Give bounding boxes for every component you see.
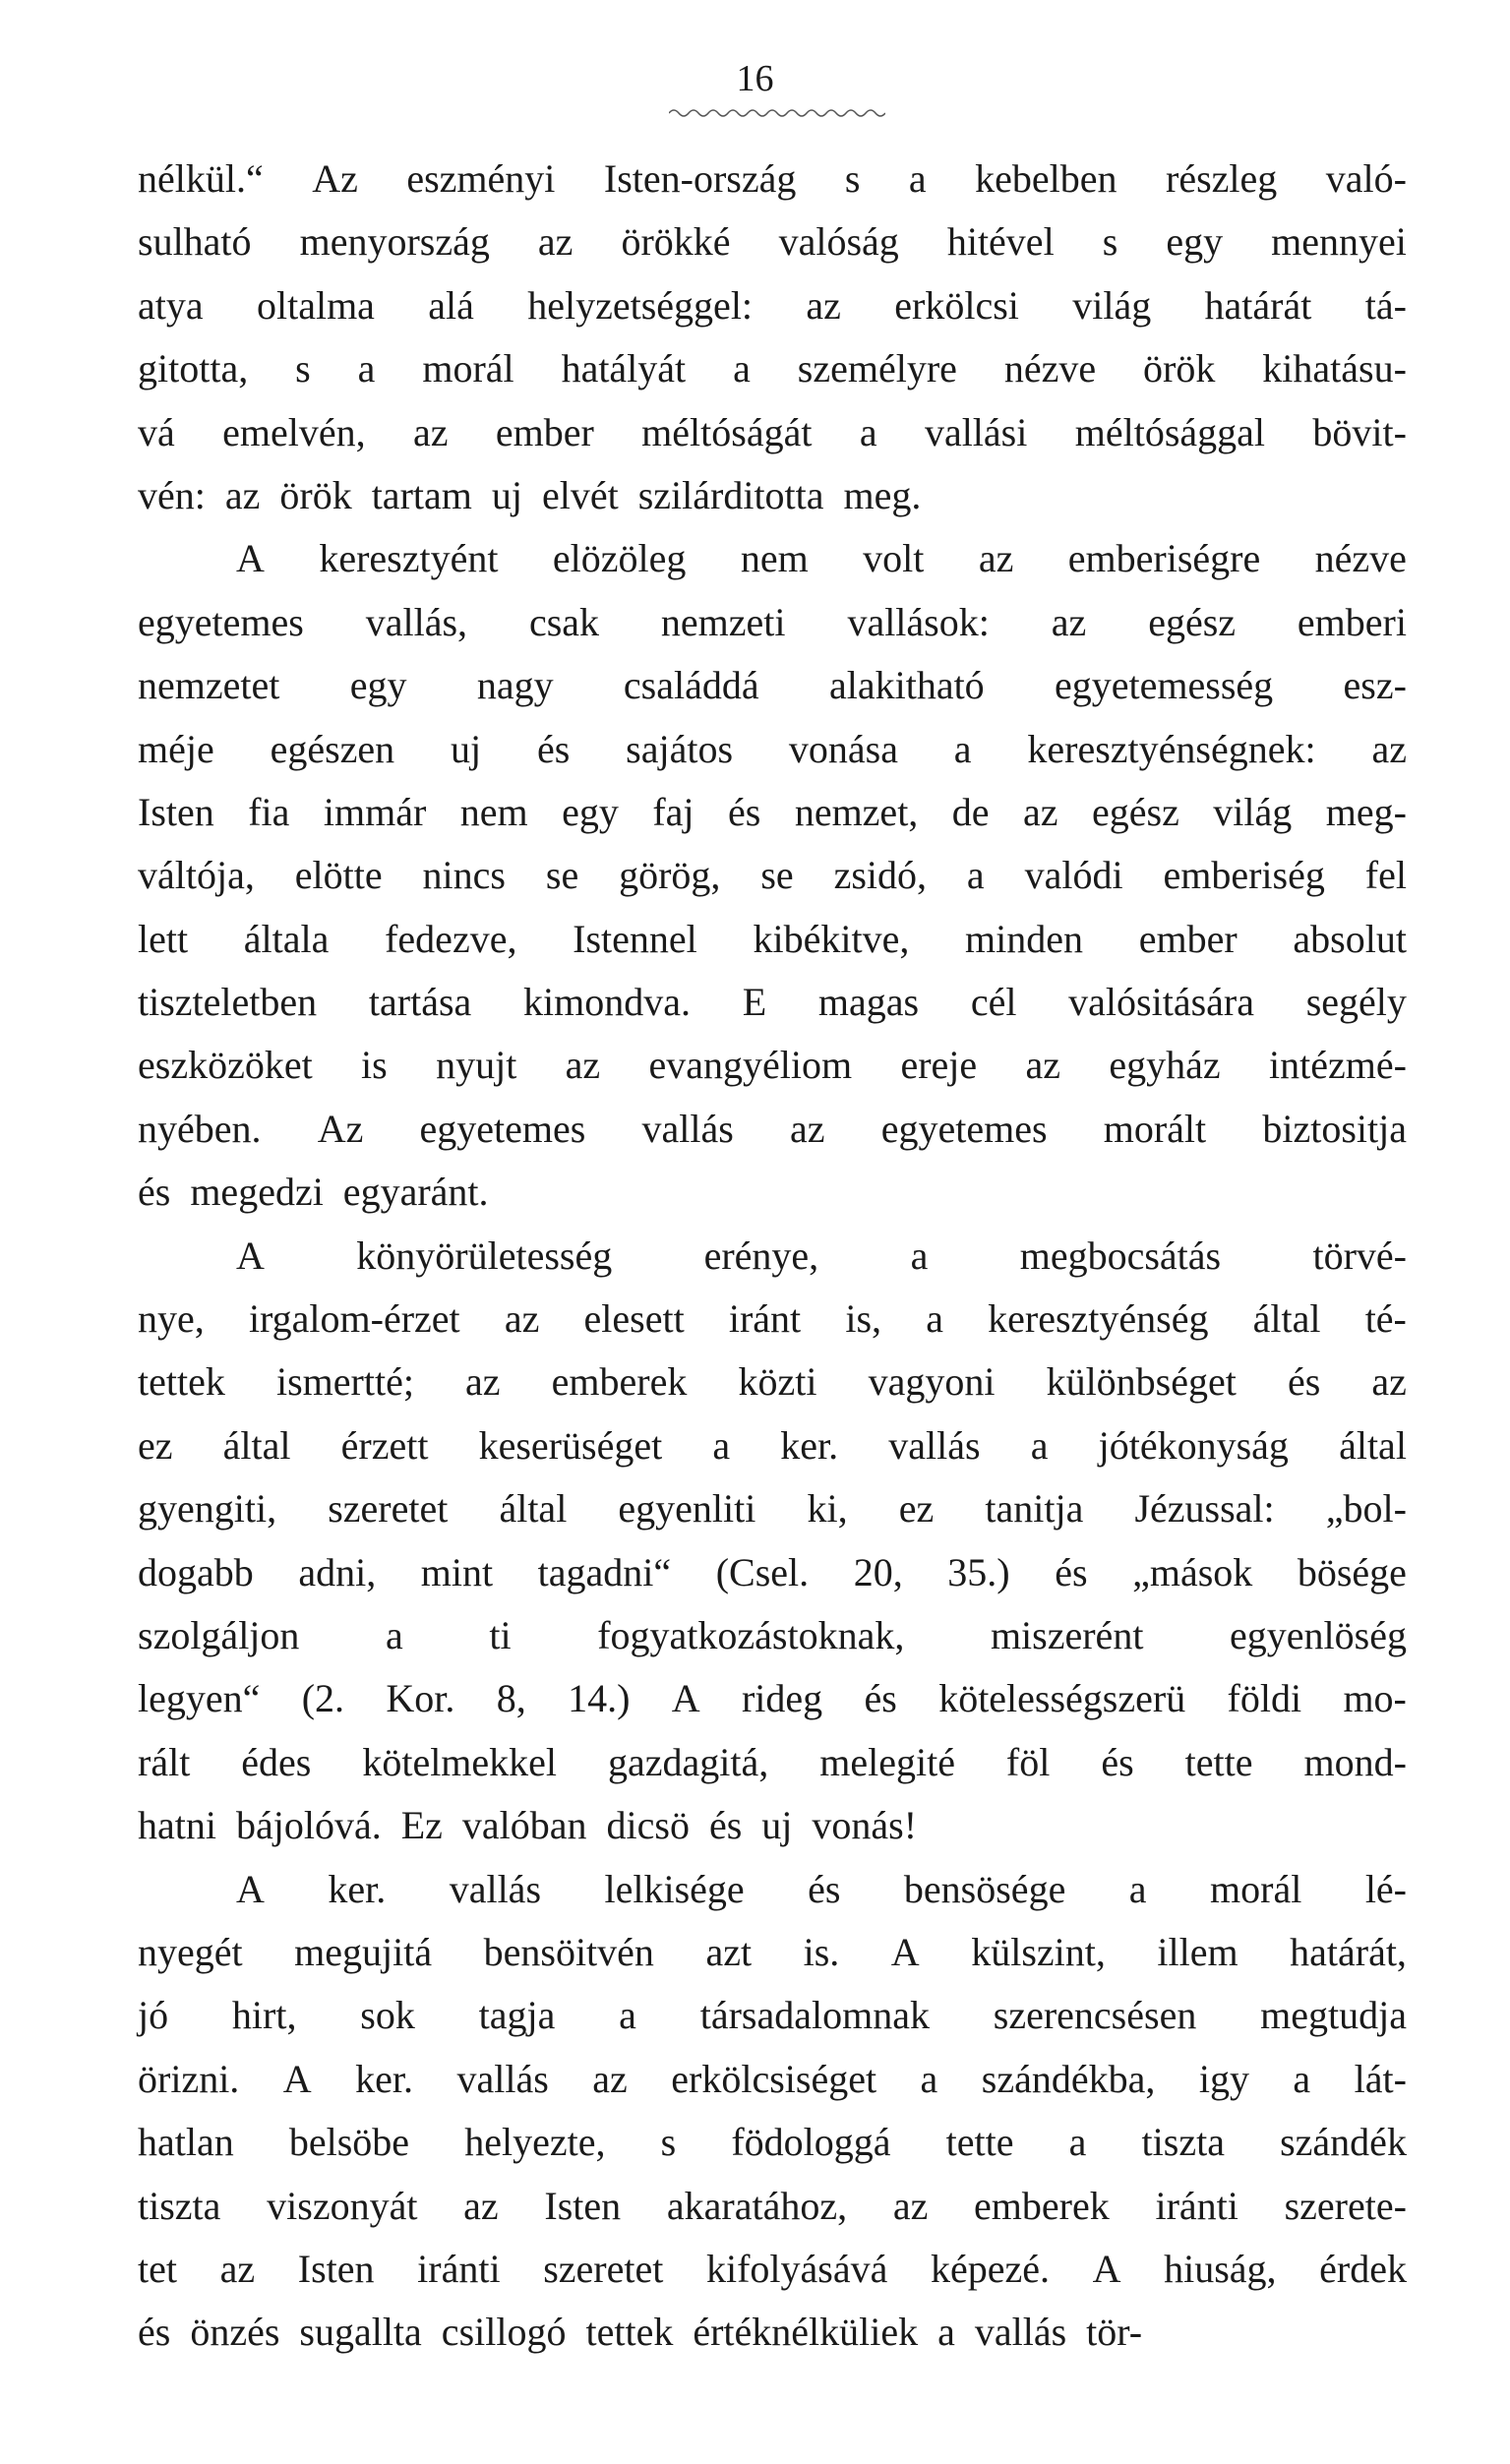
text-line: gitotta, s a morál hatályát a személyre nézve örök kihatásu- <box>138 346 1407 391</box>
text-line: A könyörületesség erénye, a megbocsátás törvé- <box>236 1232 1407 1278</box>
ornament-divider <box>669 106 885 120</box>
text-line: szolgáljon a ti fogyatkozástoknak, miszerént egyenlöség <box>138 1612 1407 1657</box>
text-line: és megedzi egyaránt. <box>138 1170 489 1215</box>
text-line: hatni bájolóvá. Ez valóban dicsö és uj vonás! <box>138 1803 918 1848</box>
text-line: atya oltalma alá helyzetséggel: az erkölcsi világ határát tá- <box>138 282 1407 328</box>
page-number: 16 <box>736 58 774 99</box>
text-line: A ker. vallás lelkisége és bensösége a morál lé- <box>236 1866 1407 1911</box>
text-line: sulható menyország az örökké valóság hitével s egy mennyei <box>138 219 1407 265</box>
text-line: vén: az örök tartam uj elvét szilárditotta meg. <box>138 472 922 517</box>
text-line: méje egészen uj és sajátos vonása a keresztyénségnek: az <box>138 726 1407 771</box>
text-line: tet az Isten iránti szeretet kifolyásává képezé. A hiuság, érdek <box>138 2246 1407 2291</box>
text-line: Isten fia immár nem egy faj és nemzet, de az egész világ meg- <box>138 789 1407 834</box>
text-line: tettek ismertté; az emberek közti vagyoni különbséget és az <box>138 1359 1407 1405</box>
text-line: és önzés sugallta csillogó tettek értéknélküliek a vallás tör- <box>138 2310 1143 2355</box>
text-line: hatlan belsöbe helyezte, s födologgá tette a tiszta szándék <box>138 2120 1407 2165</box>
text-line: nélkül.“ Az eszményi Isten-ország s a kebelben részleg való- <box>138 156 1407 201</box>
text-line: ez által érzett keserüséget a ker. vallás a jótékonyság által <box>138 1422 1407 1468</box>
text-line: vá emelvén, az ember méltóságát a vallási méltósággal bövit- <box>138 409 1407 454</box>
text-line: lett általa fedezve, Istennel kibékitve, minden ember absolut <box>138 916 1407 961</box>
text-line: dogabb adni, mint tagadni“ (Csel. 20, 35.) és „mások bösége <box>138 1549 1407 1594</box>
text-line: A keresztyént elözöleg nem volt az emberiségre nézve <box>236 536 1407 581</box>
text-line: nyében. Az egyetemes vallás az egyetemes morált biztositja <box>138 1106 1407 1151</box>
text-line: gyengiti, szeretet által egyenliti ki, ez tanitja Jézussal: „bol- <box>138 1486 1407 1532</box>
body-text <box>138 148 1407 2365</box>
text-line: nye, irgalom-érzet az elesett iránt is, a keresztyénség által té- <box>138 1296 1407 1342</box>
text-line: eszközöket is nyujt az evangyéliom ereje az egyház intézmé- <box>138 1043 1407 1088</box>
text-line: jó hirt, sok tagja a társadalomnak szerencsésen megtudja <box>138 1993 1407 2038</box>
text-line: tiszteletben tartása kimondva. E magas cél valósitására segély <box>138 980 1407 1025</box>
text-line: tiszta viszonyát az Isten akaratához, az emberek iránti szerete- <box>138 2183 1407 2228</box>
text-line: váltója, elötte nincs se görög, se zsidó, a valódi emberiség fel <box>138 853 1407 898</box>
text-line: nyegét megujitá bensöitvén azt is. A külszint, illem határát, <box>138 1929 1407 1974</box>
text-line: örizni. A ker. vallás az erkölcsiséget a szándékba, igy a lát- <box>138 2056 1407 2101</box>
text-line: rált édes kötelmekkel gazdagitá, melegité föl és tette mond- <box>138 1739 1407 1784</box>
text-line: legyen“ (2. Kor. 8, 14.) A rideg és kötelességszerü földi mo- <box>138 1676 1407 1721</box>
text-line: nemzetet egy nagy családdá alakitható egyetemesség esz- <box>138 663 1407 708</box>
text-line: egyetemes vallás, csak nemzeti vallások: az egész emberi <box>138 599 1407 644</box>
